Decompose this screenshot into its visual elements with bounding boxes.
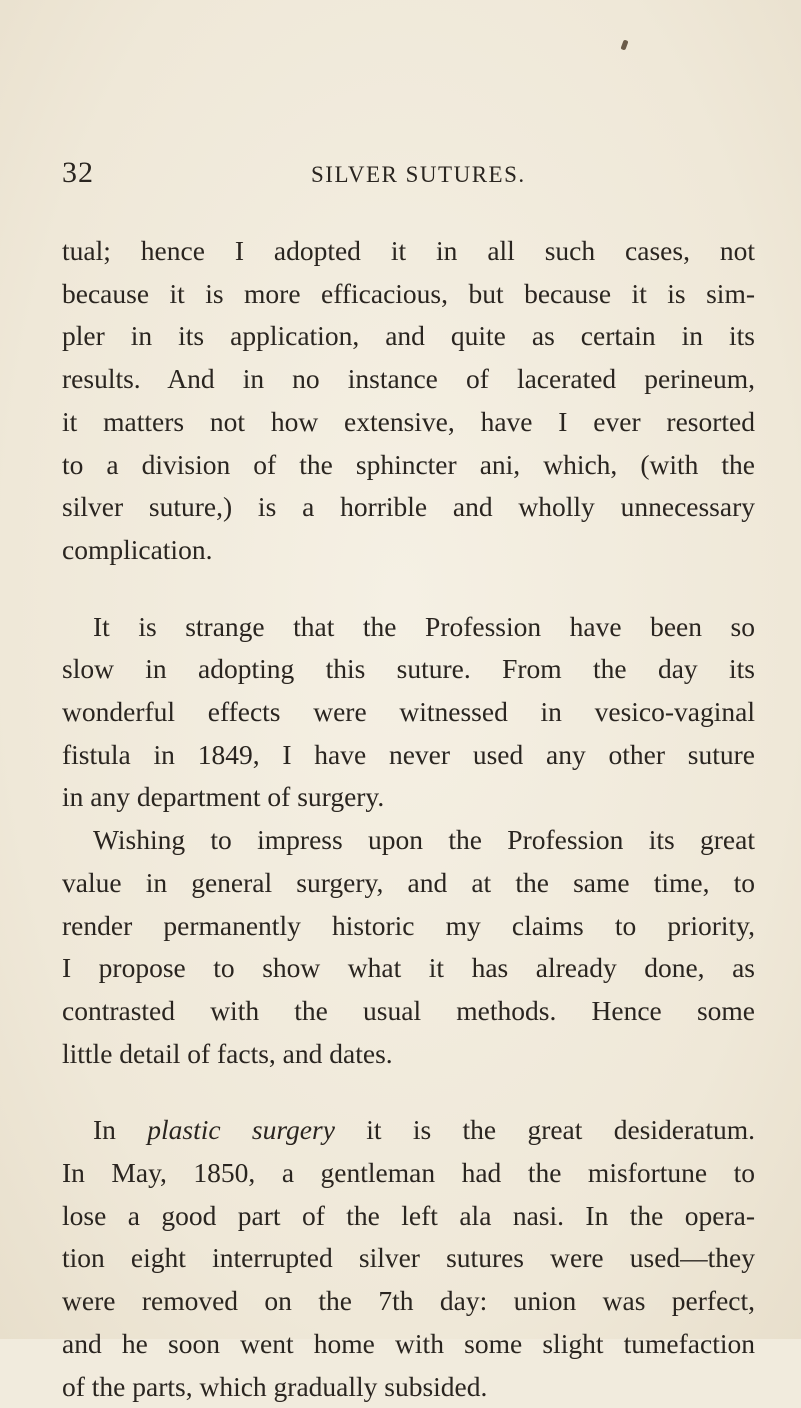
body-text [62, 230, 755, 1408]
text-line: value in general surgery, and at the same time, to [62, 866, 755, 898]
text-fragment: In [93, 1114, 148, 1146]
text-line: were removed on the 7th day: union was perfect, [62, 1285, 755, 1317]
italic-phrase: plastic surgery [147, 1114, 335, 1146]
text-line: because it is more efficacious, but because it is sim- [62, 277, 755, 309]
text-line: complication. [62, 533, 213, 565]
page-number: 32 [62, 156, 94, 189]
text-line: lose a good part of the left ala nasi. In the opera- [62, 1199, 755, 1231]
page-header [62, 156, 752, 196]
text-line: contrasted with the usual methods. Hence some [62, 994, 755, 1026]
text-line: It is strange that the Profession have been so [93, 610, 755, 642]
text-line: little detail of facts, and dates. [62, 1037, 393, 1069]
text-line: Wishing to impress upon the Profession its great [93, 824, 755, 856]
text-line: render permanently historic my claims to priority, [62, 909, 755, 941]
text-line: In May, 1850, a gentleman had the misfortune to [62, 1157, 755, 1189]
paragraph-gap [62, 572, 755, 606]
text-line: I propose to show what it has already done, as [62, 952, 755, 984]
text-line: it matters not how extensive, have I ever resorted [62, 405, 755, 437]
text-line: in any department of surgery. [62, 781, 385, 813]
text-line: to a division of the sphincter ani, which, (with the [62, 448, 755, 480]
ink-mark [620, 39, 628, 50]
text-line: of the parts, which gradually subsided. [62, 1370, 488, 1402]
text-line: fistula in 1849, I have never used any other suture [62, 738, 755, 770]
paragraph-gap [62, 1075, 755, 1109]
text-line: slow in adopting this suture. From the day its [62, 653, 755, 685]
text-line: wonderful effects were witnessed in vesico-vaginal [62, 696, 755, 728]
text-line: tual; hence I adopted it in all such cases, not [62, 235, 755, 266]
text-line-with-italic [62, 1109, 755, 1152]
text-line: tion eight interrupted silver sutures were used—they [62, 1242, 755, 1274]
text-line: results. And in no instance of lacerated perineum, [62, 363, 755, 395]
text-line: and he soon went home with some slight tumefaction [62, 1327, 755, 1359]
text-line: pler in its application, and quite as certain in its [62, 320, 755, 352]
text-fragment: it is the great desideratum. [334, 1114, 755, 1146]
running-head: SILVER SUTURES. [311, 162, 526, 187]
text-line: silver suture,) is a horrible and wholly unnecessary [62, 491, 755, 523]
